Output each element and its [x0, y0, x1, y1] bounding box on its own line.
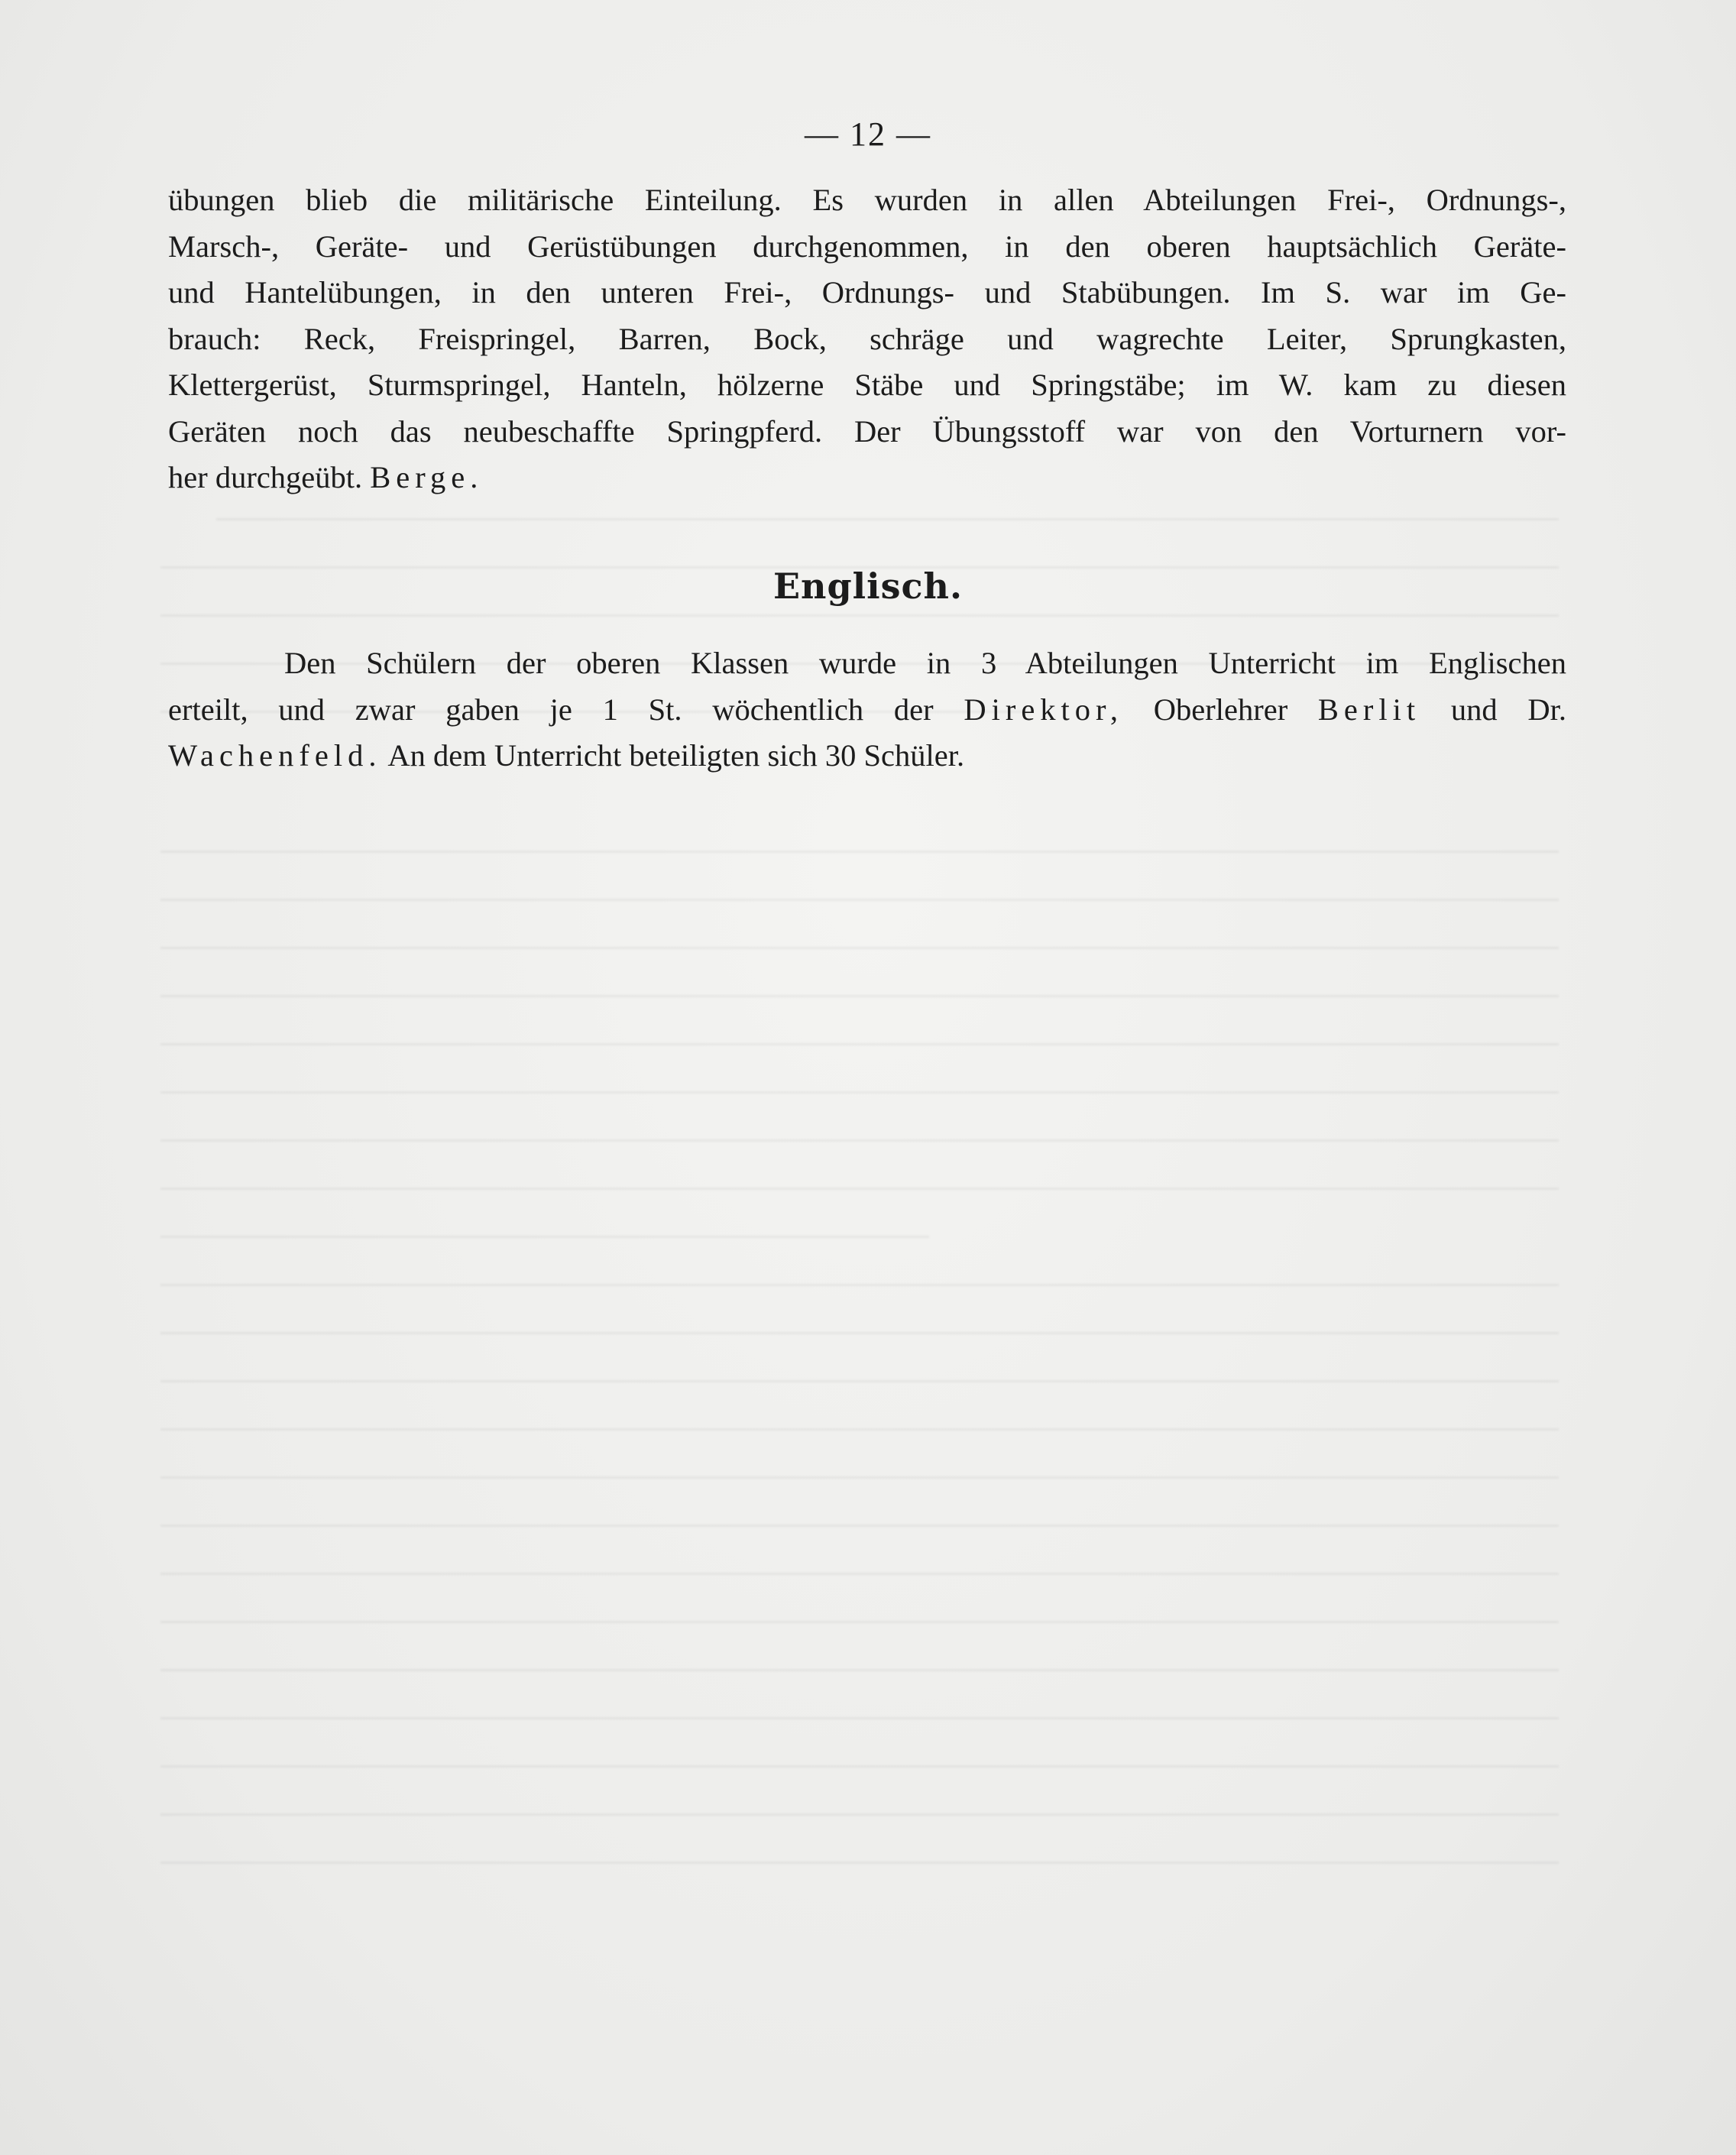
author-name-berge: Berge.: [370, 460, 484, 494]
teacher-name-direktor: Direktor,: [964, 692, 1124, 727]
line-text: An dem Unterricht beteiligten sich 30 Schüler.: [387, 738, 965, 773]
teacher-name-wachenfeld: Wachenfeld.: [168, 738, 382, 773]
paragraph-line: brauch: Reck, Freispringel, Barren, Bock, schräge und wagrechte Leiter, Sprungkasten,: [168, 321, 1566, 356]
line-text: erteilt, und zwar gaben je 1 St. wöchentlich der: [168, 692, 934, 727]
paragraph-line: Den Schülern der oberen Klassen wurde in 3 Abteilungen Unterricht im Englischen: [284, 646, 1566, 680]
paragraph-line: Klettergerüst, Sturmspringel, Hanteln, hölzerne Stäbe und Springstäbe; im W. kam zu diesen: [168, 368, 1566, 402]
line-text: und Dr.: [1450, 692, 1566, 727]
paragraph-last-line-text: her durchgeübt.: [168, 460, 363, 494]
paragraph-last-line: [168, 455, 1566, 501]
paragraph-englisch: [168, 640, 1566, 779]
paragraph-line: übungen blieb die militärische Einteilung. Es wurden in allen Abteilungen Frei-, Ordnungs-,: [168, 183, 1566, 217]
line-text: Oberlehrer: [1153, 692, 1288, 727]
paragraph-line: [168, 687, 1566, 734]
paragraph-last-line: [168, 733, 1566, 779]
paragraph-line: Geräten noch das neubeschaffte Springpferd. Der Übungsstoff war von den Vorturnern vor-: [168, 413, 1566, 449]
paragraph-line: und Hantelübungen, in den unteren Frei-, Ordnungs- und Stabübungen. Im S. war im Ge-: [168, 275, 1566, 309]
page-number: — 12 —: [805, 115, 931, 153]
paragraph-turnen-continuation: [168, 177, 1566, 501]
teacher-name-berlit: Berlit: [1317, 692, 1421, 727]
paragraph-line: Marsch-, Geräte- und Gerüstübungen durchgenommen, in den oberen hauptsächlich Geräte-: [168, 228, 1566, 264]
section-heading-englisch: Englisch.: [773, 565, 963, 607]
